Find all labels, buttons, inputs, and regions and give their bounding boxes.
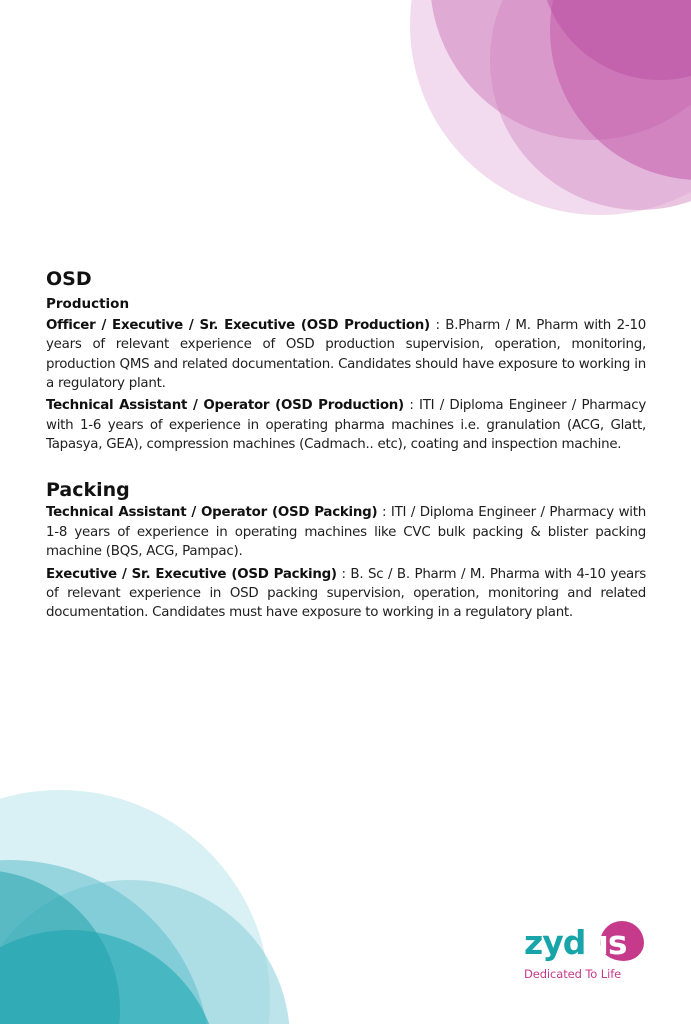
- job-listing: [46, 503, 646, 561]
- logo-tagline: Dedicated To Life: [524, 967, 622, 981]
- job-listings: [46, 268, 646, 626]
- top-right-pink-circles: [410, 0, 691, 215]
- job-details: : B.Pharm / M. Pharm with 2-10 years of relevant experience of OSD production supervision, operation, monitoring, production QMS and related documentation. Candidates should have exposure to working in a regulatory plant.: [46, 317, 646, 392]
- job-listing: [46, 396, 646, 454]
- job-role: Officer / Executive / Sr. Executive (OSD Production): [46, 317, 430, 333]
- job-details: : ITI / Diploma Engineer / Pharmacy with 1-8 years of experience in operating machines like CVC bulk packing & blister packing machine (BQS, ACG, Pampac).: [46, 505, 646, 560]
- bottom-left-teal-circles: [0, 790, 290, 1024]
- logo-wordmark-part2: us: [585, 923, 627, 962]
- job-details: : ITI / Diploma Engineer / Pharmacy with 1-6 years of experience in operating pharma machines i.e. granulation (ACG, Glatt, Tapasya, GEA), compression machines (Cadmach.. etc), coating and inspection machine.: [46, 398, 647, 453]
- logo-wordmark: [524, 915, 626, 971]
- osd-section: [46, 268, 646, 455]
- packing-section: [46, 479, 646, 623]
- job-details: : B. Sc / B. Pharm / M. Pharma with 4-10 years of relevant experience in OSD packing supervision, operation, monitoring and related documentation. Candidates must have exposure to working in a regulatory plant.: [46, 566, 646, 621]
- logo-wordmark-part1: zyd: [524, 923, 586, 962]
- section-title-packing: Packing: [46, 478, 130, 501]
- subheading-production: Production: [46, 295, 130, 312]
- job-role: Technical Assistant / Operator (OSD Packing): [46, 505, 378, 521]
- job-listing: [46, 316, 646, 394]
- section-title-osd: OSD: [46, 268, 92, 290]
- job-role: Executive / Sr. Executive (OSD Packing): [46, 566, 337, 582]
- zydus-logo: [520, 915, 660, 990]
- job-listing: [46, 565, 646, 623]
- job-role: Technical Assistant / Operator (OSD Production): [46, 398, 404, 414]
